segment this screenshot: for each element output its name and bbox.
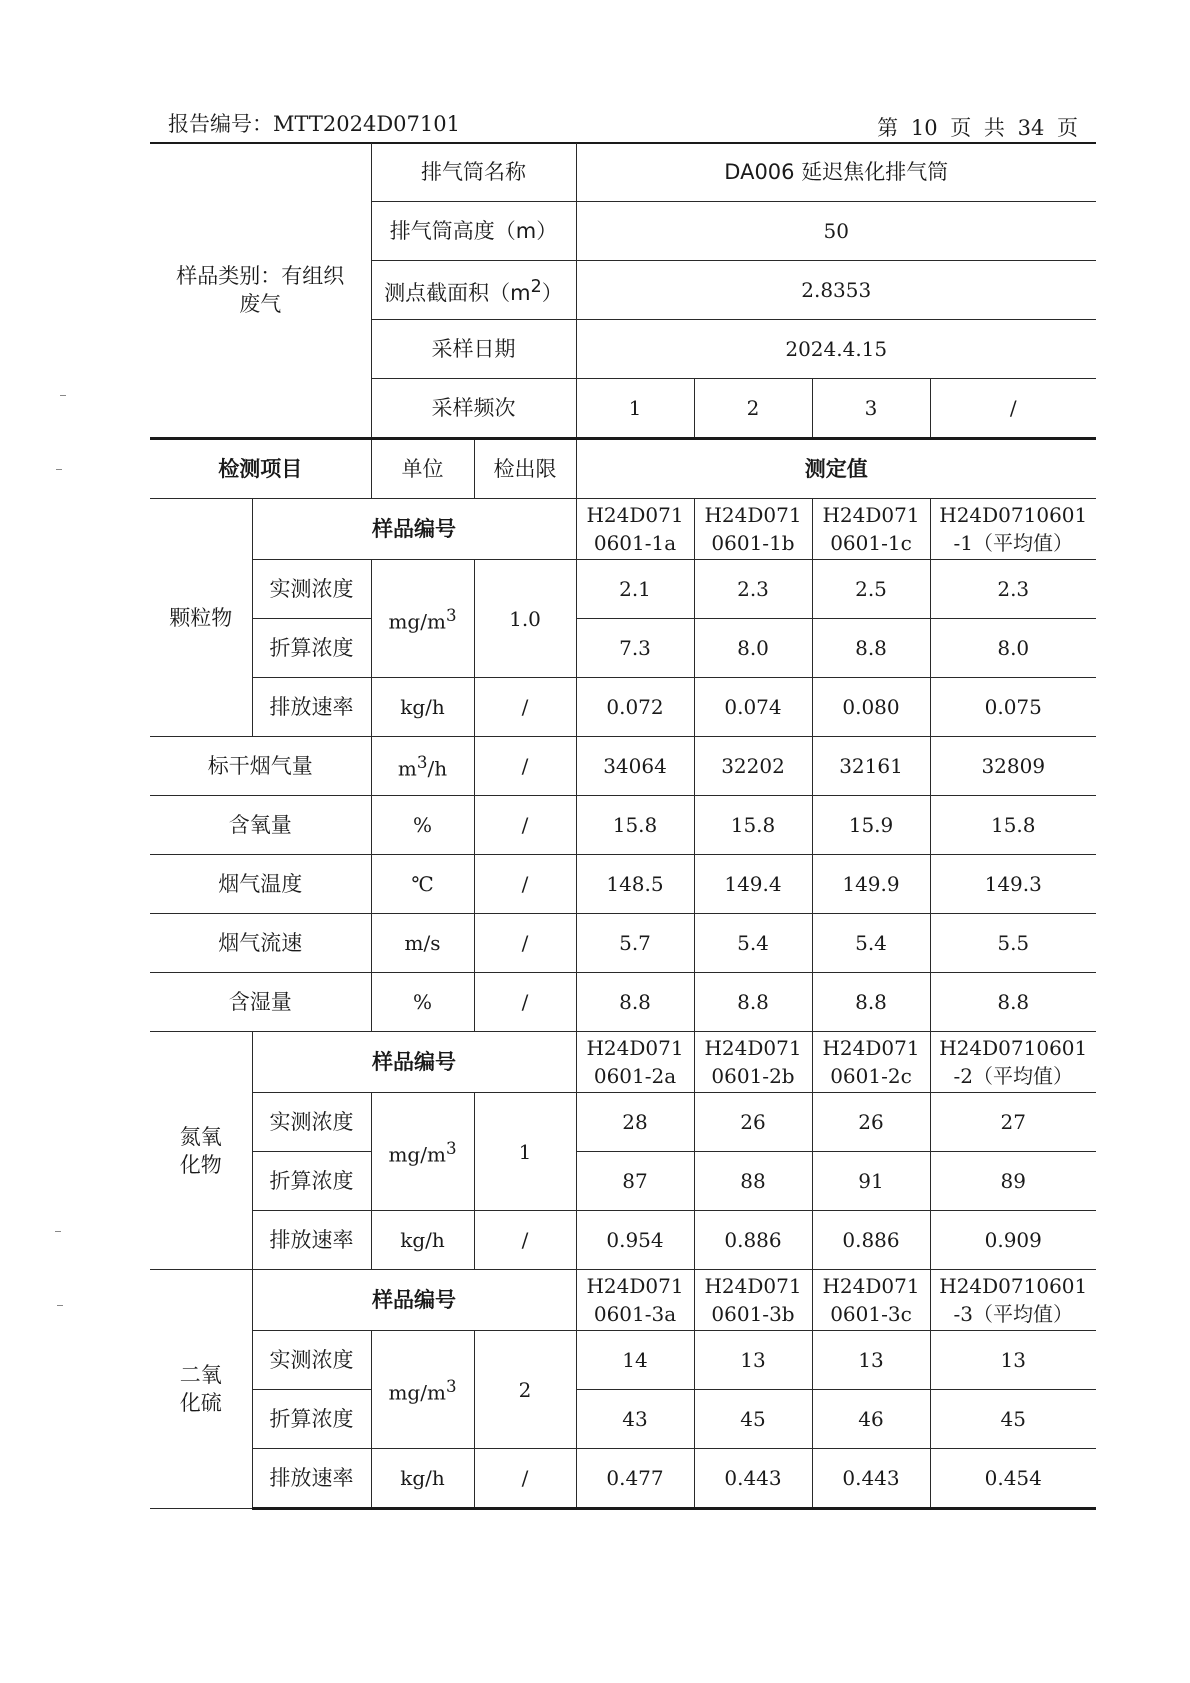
value-cell: 15.8 [576, 796, 694, 855]
unit-sup: 3 [445, 605, 457, 625]
detection-limit: 1.0 [474, 560, 576, 678]
freq-4: / [930, 379, 1096, 439]
sample-no-part: H24D071 [586, 1036, 684, 1060]
value-cell: 2.3 [694, 560, 812, 619]
col-unit: 单位 [371, 439, 474, 499]
sample-no-part: 0601-2b [711, 1064, 795, 1088]
value-cell: 13 [694, 1331, 812, 1390]
sample-no-part: H24D071 [704, 1036, 802, 1060]
sample-category-line2: 废气 [239, 292, 282, 316]
detection-limit: / [474, 973, 576, 1032]
sample-no-cell [812, 1032, 930, 1093]
scan-mark [57, 1305, 63, 1306]
value-cell: 0.443 [812, 1449, 930, 1509]
sampling-date-value: 2024.4.15 [576, 320, 1096, 379]
nox-name [150, 1032, 252, 1270]
sample-no-cell [930, 1270, 1096, 1331]
sample-no-label: 样品编号 [252, 1270, 576, 1331]
value-cell: 91 [812, 1152, 930, 1211]
value-cell: 148.5 [576, 855, 694, 914]
sample-no-cell [576, 1270, 694, 1331]
sample-no-cell [576, 1032, 694, 1093]
sample-no-cell [930, 1032, 1096, 1093]
measured-label: 实测浓度 [252, 1093, 371, 1152]
sample-no-part: -3（平均值） [953, 1302, 1073, 1326]
sample-no-part: 0601-1c [830, 531, 912, 555]
value-cell: 46 [812, 1390, 930, 1449]
unit-conc [371, 1331, 474, 1449]
detection-limit: / [474, 796, 576, 855]
value-cell: 32809 [930, 737, 1096, 796]
col-limit: 检出限 [474, 439, 576, 499]
unit-conc [371, 560, 474, 678]
value-cell: 45 [930, 1390, 1096, 1449]
value-cell: 28 [576, 1093, 694, 1152]
col-item: 检测项目 [150, 439, 371, 499]
detection-limit: / [474, 855, 576, 914]
value-cell: 0.074 [694, 678, 812, 737]
area-label [371, 261, 576, 320]
sample-no-cell [694, 499, 812, 560]
detection-limit: 2 [474, 1331, 576, 1449]
sample-no-part: 0601-1b [711, 531, 795, 555]
nox-name-line2: 化物 [179, 1152, 222, 1177]
value-cell: 8.8 [576, 973, 694, 1032]
sample-no-part: H24D071 [822, 1036, 920, 1060]
value-cell: 15.8 [694, 796, 812, 855]
area-label-prefix: 测点截面积（m [384, 281, 531, 305]
page-number: 第 10 页 共 34 页 [877, 116, 1078, 140]
converted-label: 折算浓度 [252, 1152, 371, 1211]
sample-no-part: H24D0710601 [939, 1036, 1088, 1060]
sample-category-cell [150, 143, 371, 439]
sample-no-part: 0601-3c [830, 1302, 912, 1326]
value-cell: 87 [576, 1152, 694, 1211]
measured-label: 实测浓度 [252, 560, 371, 619]
value-cell: 45 [694, 1390, 812, 1449]
nox-name-line1: 氮氧 [179, 1124, 222, 1149]
value-cell: 0.909 [930, 1211, 1096, 1270]
value-cell: 8.8 [930, 973, 1096, 1032]
flue-param-unit: ℃ [371, 855, 474, 914]
flue-param-name: 标干烟气量 [150, 737, 371, 796]
unit-rate: kg/h [371, 678, 474, 737]
stack-height-value: 50 [576, 202, 1096, 261]
value-cell: 2.5 [812, 560, 930, 619]
stack-height-label: 排气筒高度（m） [371, 202, 576, 261]
sample-no-part: 0601-2a [593, 1064, 677, 1088]
value-cell: 0.072 [576, 678, 694, 737]
stack-name-value: DA006 延迟焦化排气筒 [576, 143, 1096, 202]
stack-name-label: 排气筒名称 [371, 143, 576, 202]
converted-label: 折算浓度 [252, 1390, 371, 1449]
value-cell: 2.1 [576, 560, 694, 619]
scan-mark [56, 469, 62, 470]
sample-no-cell [812, 499, 930, 560]
area-value: 2.8353 [576, 261, 1096, 320]
unit-tail: /h [427, 756, 448, 781]
unit-sup: 3 [445, 1376, 457, 1396]
flue-param-unit: % [371, 973, 474, 1032]
unit-base: mg/m [388, 1142, 446, 1167]
sample-no-cell [576, 499, 694, 560]
value-cell: 26 [812, 1093, 930, 1152]
flue-param-unit: m/s [371, 914, 474, 973]
sample-no-part: H24D071 [822, 1274, 920, 1298]
sample-no-part: H24D071 [586, 1274, 684, 1298]
value-cell: 0.477 [576, 1449, 694, 1509]
unit-sup: 3 [416, 753, 428, 773]
freq-2: 2 [694, 379, 812, 439]
value-cell: 8.8 [812, 973, 930, 1032]
value-cell: 43 [576, 1390, 694, 1449]
sample-no-part: H24D0710601 [939, 503, 1088, 527]
measured-label: 实测浓度 [252, 1331, 371, 1390]
unit-base: mg/m [388, 609, 446, 634]
freq-1: 1 [576, 379, 694, 439]
value-cell: 0.075 [930, 678, 1096, 737]
value-cell: 13 [812, 1331, 930, 1390]
freq-3: 3 [812, 379, 930, 439]
unit-base: m [397, 756, 417, 781]
scan-mark [60, 395, 66, 396]
sample-no-part: 0601-1a [593, 531, 677, 555]
value-cell: 15.8 [930, 796, 1096, 855]
value-cell: 8.0 [694, 619, 812, 678]
value-cell: 26 [694, 1093, 812, 1152]
value-cell: 0.080 [812, 678, 930, 737]
area-label-sup: 2 [530, 277, 542, 297]
sampling-date-label: 采样日期 [371, 320, 576, 379]
value-cell: 5.4 [812, 914, 930, 973]
value-cell: 8.8 [694, 973, 812, 1032]
flue-param-name: 含湿量 [150, 973, 371, 1032]
sample-no-part: H24D071 [704, 503, 802, 527]
value-cell: 13 [930, 1331, 1096, 1390]
value-cell: 0.443 [694, 1449, 812, 1509]
sample-no-cell [812, 1270, 930, 1331]
value-cell: 0.886 [694, 1211, 812, 1270]
sample-no-cell [694, 1270, 812, 1331]
value-cell: 8.0 [930, 619, 1096, 678]
value-cell: 14 [576, 1331, 694, 1390]
area-label-suffix: ） [541, 281, 563, 305]
value-cell: 149.9 [812, 855, 930, 914]
value-cell: 15.9 [812, 796, 930, 855]
sample-no-part: H24D0710601 [939, 1274, 1088, 1298]
value-cell: 89 [930, 1152, 1096, 1211]
sample-no-part: -1（平均值） [953, 531, 1073, 555]
flue-param-unit [371, 737, 474, 796]
unit-rate: kg/h [371, 1211, 474, 1270]
value-cell: 0.454 [930, 1449, 1096, 1509]
detection-limit: / [474, 1449, 576, 1509]
flue-param-name: 烟气流速 [150, 914, 371, 973]
flue-param-name: 含氧量 [150, 796, 371, 855]
sample-no-part: H24D071 [586, 503, 684, 527]
value-cell: 5.5 [930, 914, 1096, 973]
unit-sup: 3 [445, 1138, 457, 1158]
sample-category-line1: 样品类别：有组织 [176, 264, 345, 288]
monitoring-results-table [150, 143, 1096, 1510]
value-cell: 0.886 [812, 1211, 930, 1270]
unit-rate: kg/h [371, 1449, 474, 1509]
value-cell: 149.3 [930, 855, 1096, 914]
sample-no-part: 0601-3b [711, 1302, 795, 1326]
value-cell: 27 [930, 1093, 1096, 1152]
col-value: 测定值 [576, 439, 1096, 499]
detection-limit: / [474, 1211, 576, 1270]
sample-no-cell [694, 1032, 812, 1093]
value-cell: 7.3 [576, 619, 694, 678]
value-cell: 32202 [694, 737, 812, 796]
unit-base: mg/m [388, 1380, 446, 1405]
particulate-name: 颗粒物 [150, 499, 252, 737]
value-cell: 149.4 [694, 855, 812, 914]
detection-limit: 1 [474, 1093, 576, 1211]
value-cell: 0.954 [576, 1211, 694, 1270]
so2-name [150, 1270, 252, 1509]
detection-limit: / [474, 678, 576, 737]
value-cell: 32161 [812, 737, 930, 796]
converted-label: 折算浓度 [252, 619, 371, 678]
value-cell: 88 [694, 1152, 812, 1211]
so2-name-line2: 化硫 [179, 1391, 222, 1415]
so2-name-line1: 二氧 [179, 1363, 222, 1387]
sample-no-part: H24D071 [822, 503, 920, 527]
flue-param-name: 烟气温度 [150, 855, 371, 914]
sampling-freq-label: 采样频次 [371, 379, 576, 439]
flue-param-unit: % [371, 796, 474, 855]
report-number: 报告编号：MTT2024D07101 [168, 112, 460, 136]
unit-conc [371, 1093, 474, 1211]
scan-mark [55, 1231, 61, 1232]
value-cell: 34064 [576, 737, 694, 796]
value-cell: 2.3 [930, 560, 1096, 619]
detection-limit: / [474, 914, 576, 973]
rate-label: 排放速率 [252, 1211, 371, 1270]
sample-no-label: 样品编号 [252, 499, 576, 560]
value-cell: 5.4 [694, 914, 812, 973]
rate-label: 排放速率 [252, 1449, 371, 1509]
value-cell: 5.7 [576, 914, 694, 973]
sample-no-part: H24D071 [704, 1274, 802, 1298]
detection-limit: / [474, 737, 576, 796]
sample-no-cell [930, 499, 1096, 560]
sample-no-label: 样品编号 [252, 1032, 576, 1093]
value-cell: 8.8 [812, 619, 930, 678]
rate-label: 排放速率 [252, 678, 371, 737]
sample-no-part: -2（平均值） [953, 1064, 1073, 1088]
sample-no-part: 0601-2c [830, 1064, 912, 1088]
sample-no-part: 0601-3a [593, 1302, 677, 1326]
